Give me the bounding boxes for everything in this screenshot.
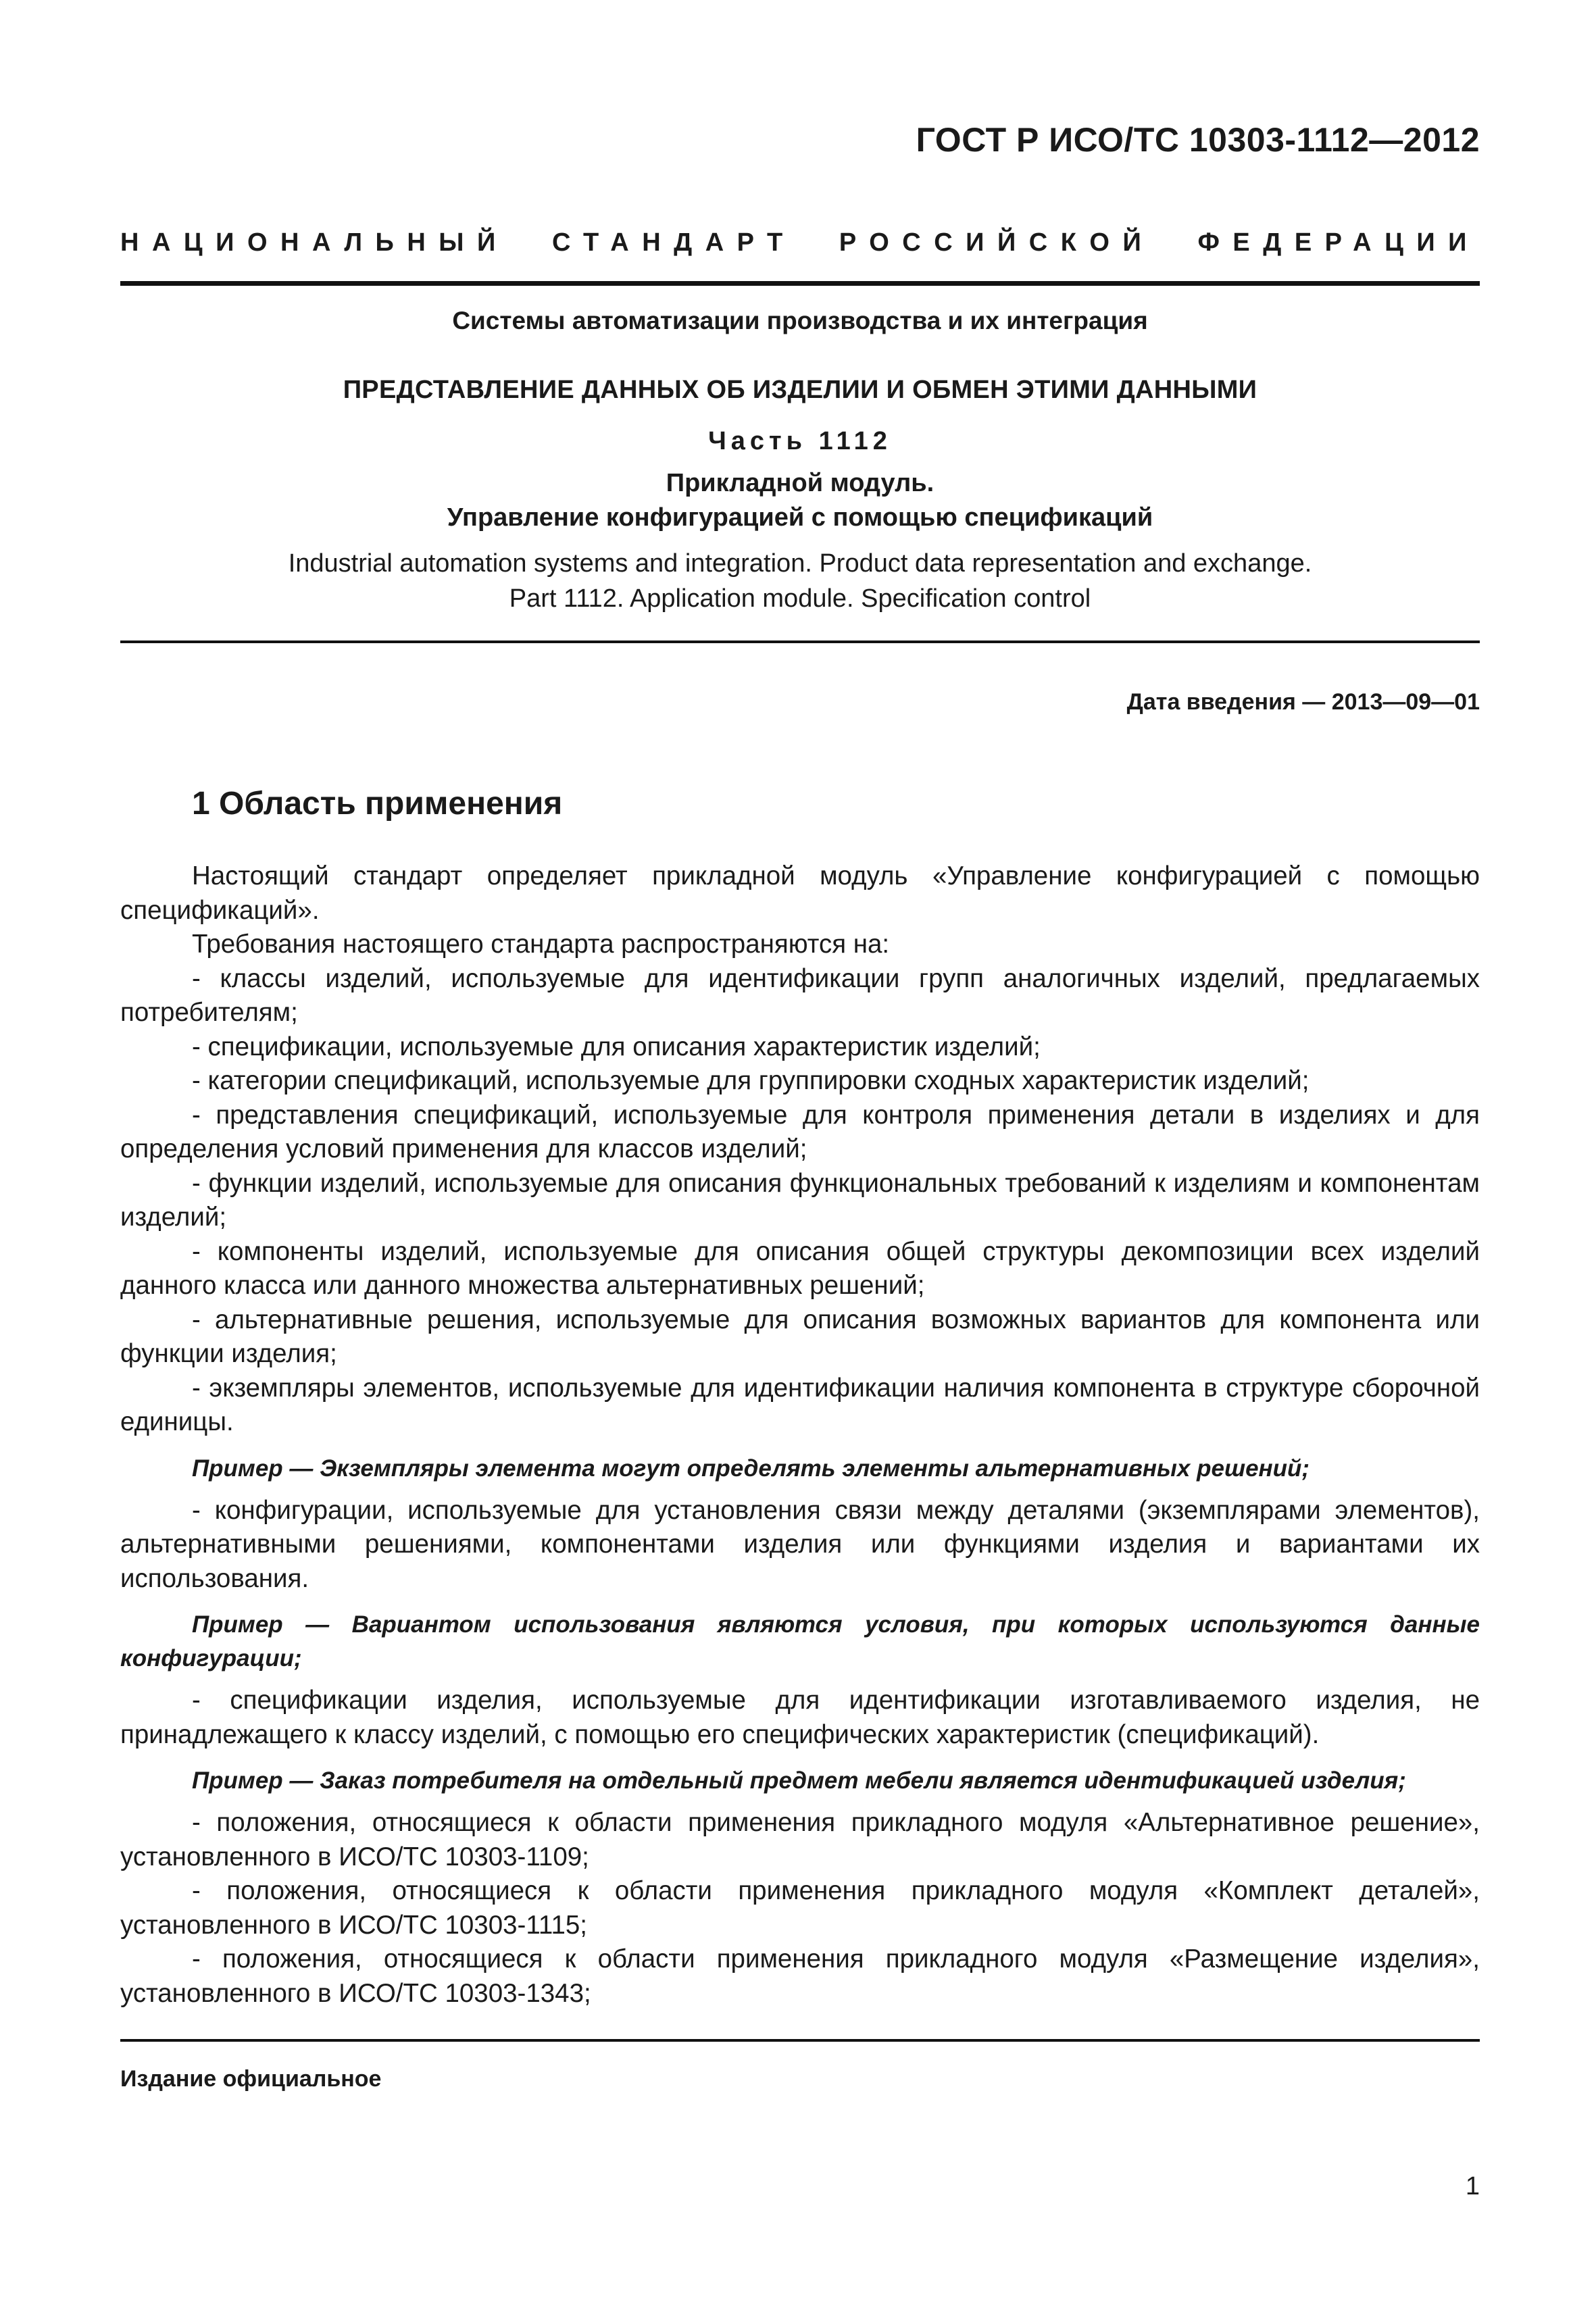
paragraph: - классы изделий, используемые для идентификации групп аналогичных изделий, предлагаемых потребителям; — [120, 963, 1480, 1027]
paragraph: - функции изделий, используемые для описания функциональных требований к изделиям и компонентам изделий; — [120, 1168, 1480, 1232]
paragraph: - экземпляры элементов, используемые для идентификации наличия компонента в структуре сборочной единицы. — [120, 1373, 1480, 1436]
example-note: Пример — Вариантом использования являются условия, при которых используются данные конфигурации; — [120, 1611, 1480, 1671]
title-english — [120, 546, 1480, 616]
english-line-2: Part 1112. Application module. Specification control — [509, 584, 1091, 613]
paragraph: - конфигурации, используемые для установления связи между деталями (экземплярами элементов), альтернативными решениями, компонентами изделия или функциями изделия и вариантами их использования. — [120, 1495, 1480, 1593]
header-rule — [120, 281, 1480, 286]
paragraph: Настоящий стандарт определяет прикладной модуль «Управление конфигурацией с помощью спецификаций». — [120, 861, 1480, 925]
section-body — [120, 859, 1480, 2011]
title-part: Часть 1112 — [708, 427, 892, 455]
paragraph: - альтернативные решения, используемые для описания возможных вариантов для компонента или функции изделия; — [120, 1305, 1480, 1368]
example-note: Пример — Экземпляры элемента могут определять элементы альтернативных решений; — [192, 1455, 1310, 1482]
paragraph: Требования настоящего стандарта распространяются на: — [192, 930, 890, 959]
footer-rule — [120, 2039, 1480, 2042]
title-systems: Системы автоматизации производства и их интеграция — [452, 307, 1148, 334]
title-rule — [120, 640, 1480, 643]
subtitle-line-1: Прикладной модуль. — [666, 469, 934, 497]
edition-label: Издание официальное — [120, 2066, 382, 2092]
title-subtitle — [120, 466, 1480, 535]
section-heading: 1 Область применения — [192, 786, 563, 822]
title-main: ПРЕДСТАВЛЕНИЕ ДАННЫХ ОБ ИЗДЕЛИИ И ОБМЕН ЭТИМИ ДАННЫМИ — [343, 376, 1257, 404]
national-standard-banner: НАЦИОНАЛЬНЫЙ СТАНДАРТ РОССИЙСКОЙ ФЕДЕРАЦИИ — [120, 228, 1480, 257]
example-note: Пример — Заказ потребителя на отдельный предмет мебели является идентификацией изделия; — [192, 1767, 1406, 1794]
subtitle-line-2: Управление конфигурацией с помощью спецификаций — [447, 503, 1153, 532]
paragraph: - спецификации, используемые для описания характеристик изделий; — [192, 1032, 1041, 1061]
english-line-1: Industrial automation systems and integration. Product data representation and exchange. — [288, 549, 1312, 578]
paragraph: - компоненты изделий, используемые для описания общей структуры декомпозиции всех изделий данного класса или данного множества альтернативных решений; — [120, 1236, 1480, 1300]
paragraph: - категории спецификаций, используемые для группировки сходных характеристик изделий; — [192, 1066, 1310, 1095]
paragraph: - положения, относящиеся к области применения прикладного модуля «Комплект деталей», установленного в ИСО/ТС 10303-1115; — [120, 1876, 1480, 1940]
paragraph: - спецификации изделия, используемые для идентификации изготавливаемого изделия, не принадлежащего к классу изделий, с помощью его специфических характеристик (спецификаций). — [120, 1686, 1480, 1749]
paragraph: - положения, относящиеся к области применения прикладного модуля «Размещение изделия», установленного в ИСО/ТС 10303-1343; — [120, 1944, 1480, 2008]
standard-code: ГОСТ Р ИСО/ТС 10303-1112—2012 — [916, 121, 1480, 159]
paragraph: - положения, относящиеся к области применения прикладного модуля «Альтернативное решение», установленного в ИСО/ТС 10303-1109; — [120, 1808, 1480, 1871]
effective-date: Дата введения — 2013—09—01 — [1126, 689, 1480, 715]
page-number: 1 — [1465, 2172, 1480, 2200]
paragraph: - представления спецификаций, используемые для контроля применения детали в изделиях и для определения условий применения для классов изделий; — [120, 1100, 1480, 1163]
